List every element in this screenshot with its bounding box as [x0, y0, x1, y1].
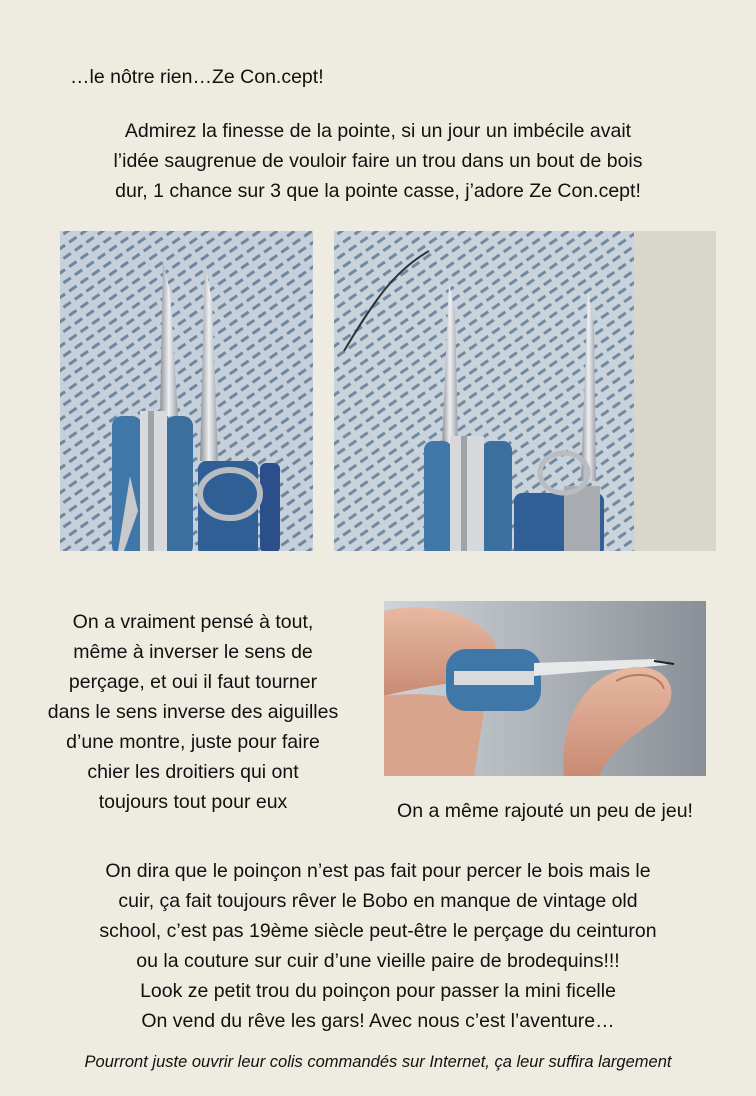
paragraph-line: l’idée saugrenue de vouloir faire un trou dans un bout de bois: [113, 150, 643, 172]
paragraph-point: [20, 116, 736, 206]
paragraph-line: perçage, et oui il faut tourner: [68, 671, 318, 693]
photo-blade-tips-right: [334, 231, 716, 551]
paragraph-line: même à inverser le sens de: [73, 641, 313, 663]
intro-text: …le nôtre rien…Ze Con.cept!: [70, 66, 324, 88]
caption-jeu: On a même rajouté un peu de jeu!: [397, 800, 693, 822]
paragraph-reverse: [10, 607, 376, 817]
paragraph-line: dur, 1 chance sur 3 que la pointe casse, j’adore Ze Con.cept!: [115, 180, 641, 202]
photo-hand-holding-knife: [384, 601, 706, 776]
paragraph-line: chier les droitiers qui ont: [87, 761, 299, 783]
paragraph-line: cuir, ça fait toujours rêver le Bobo en manque de vintage old: [118, 890, 638, 912]
paragraph-line: toujours tout pour eux: [98, 791, 288, 813]
paragraph-line: d’une montre, juste pour faire: [66, 731, 320, 753]
paragraph-line: Look ze petit trou du poinçon pour passer la mini ficelle: [140, 980, 616, 1002]
footnote: Pourront juste ouvrir leur colis commandés sur Internet, ça leur suffira largement: [84, 1053, 672, 1071]
paragraph-line: school, c’est pas 19ème siècle peut-être le perçage du ceinturon: [99, 920, 657, 942]
paragraph-line: On vend du rêve les gars! Avec nous c’est l’aventure…: [141, 1010, 615, 1032]
paragraph-cuir: [18, 856, 738, 1036]
paragraph-line: Admirez la finesse de la pointe, si un jour un imbécile avait: [124, 120, 632, 142]
photo-blade-tips-left: [60, 231, 313, 551]
paragraph-line: On a vraiment pensé à tout,: [72, 611, 314, 633]
paragraph-line: ou la couture sur cuir d’une vieille paire de brodequins!!!: [136, 950, 620, 972]
paragraph-line: dans le sens inverse des aiguilles: [47, 701, 339, 723]
paragraph-line: On dira que le poinçon n’est pas fait pour percer le bois mais le: [105, 860, 651, 882]
